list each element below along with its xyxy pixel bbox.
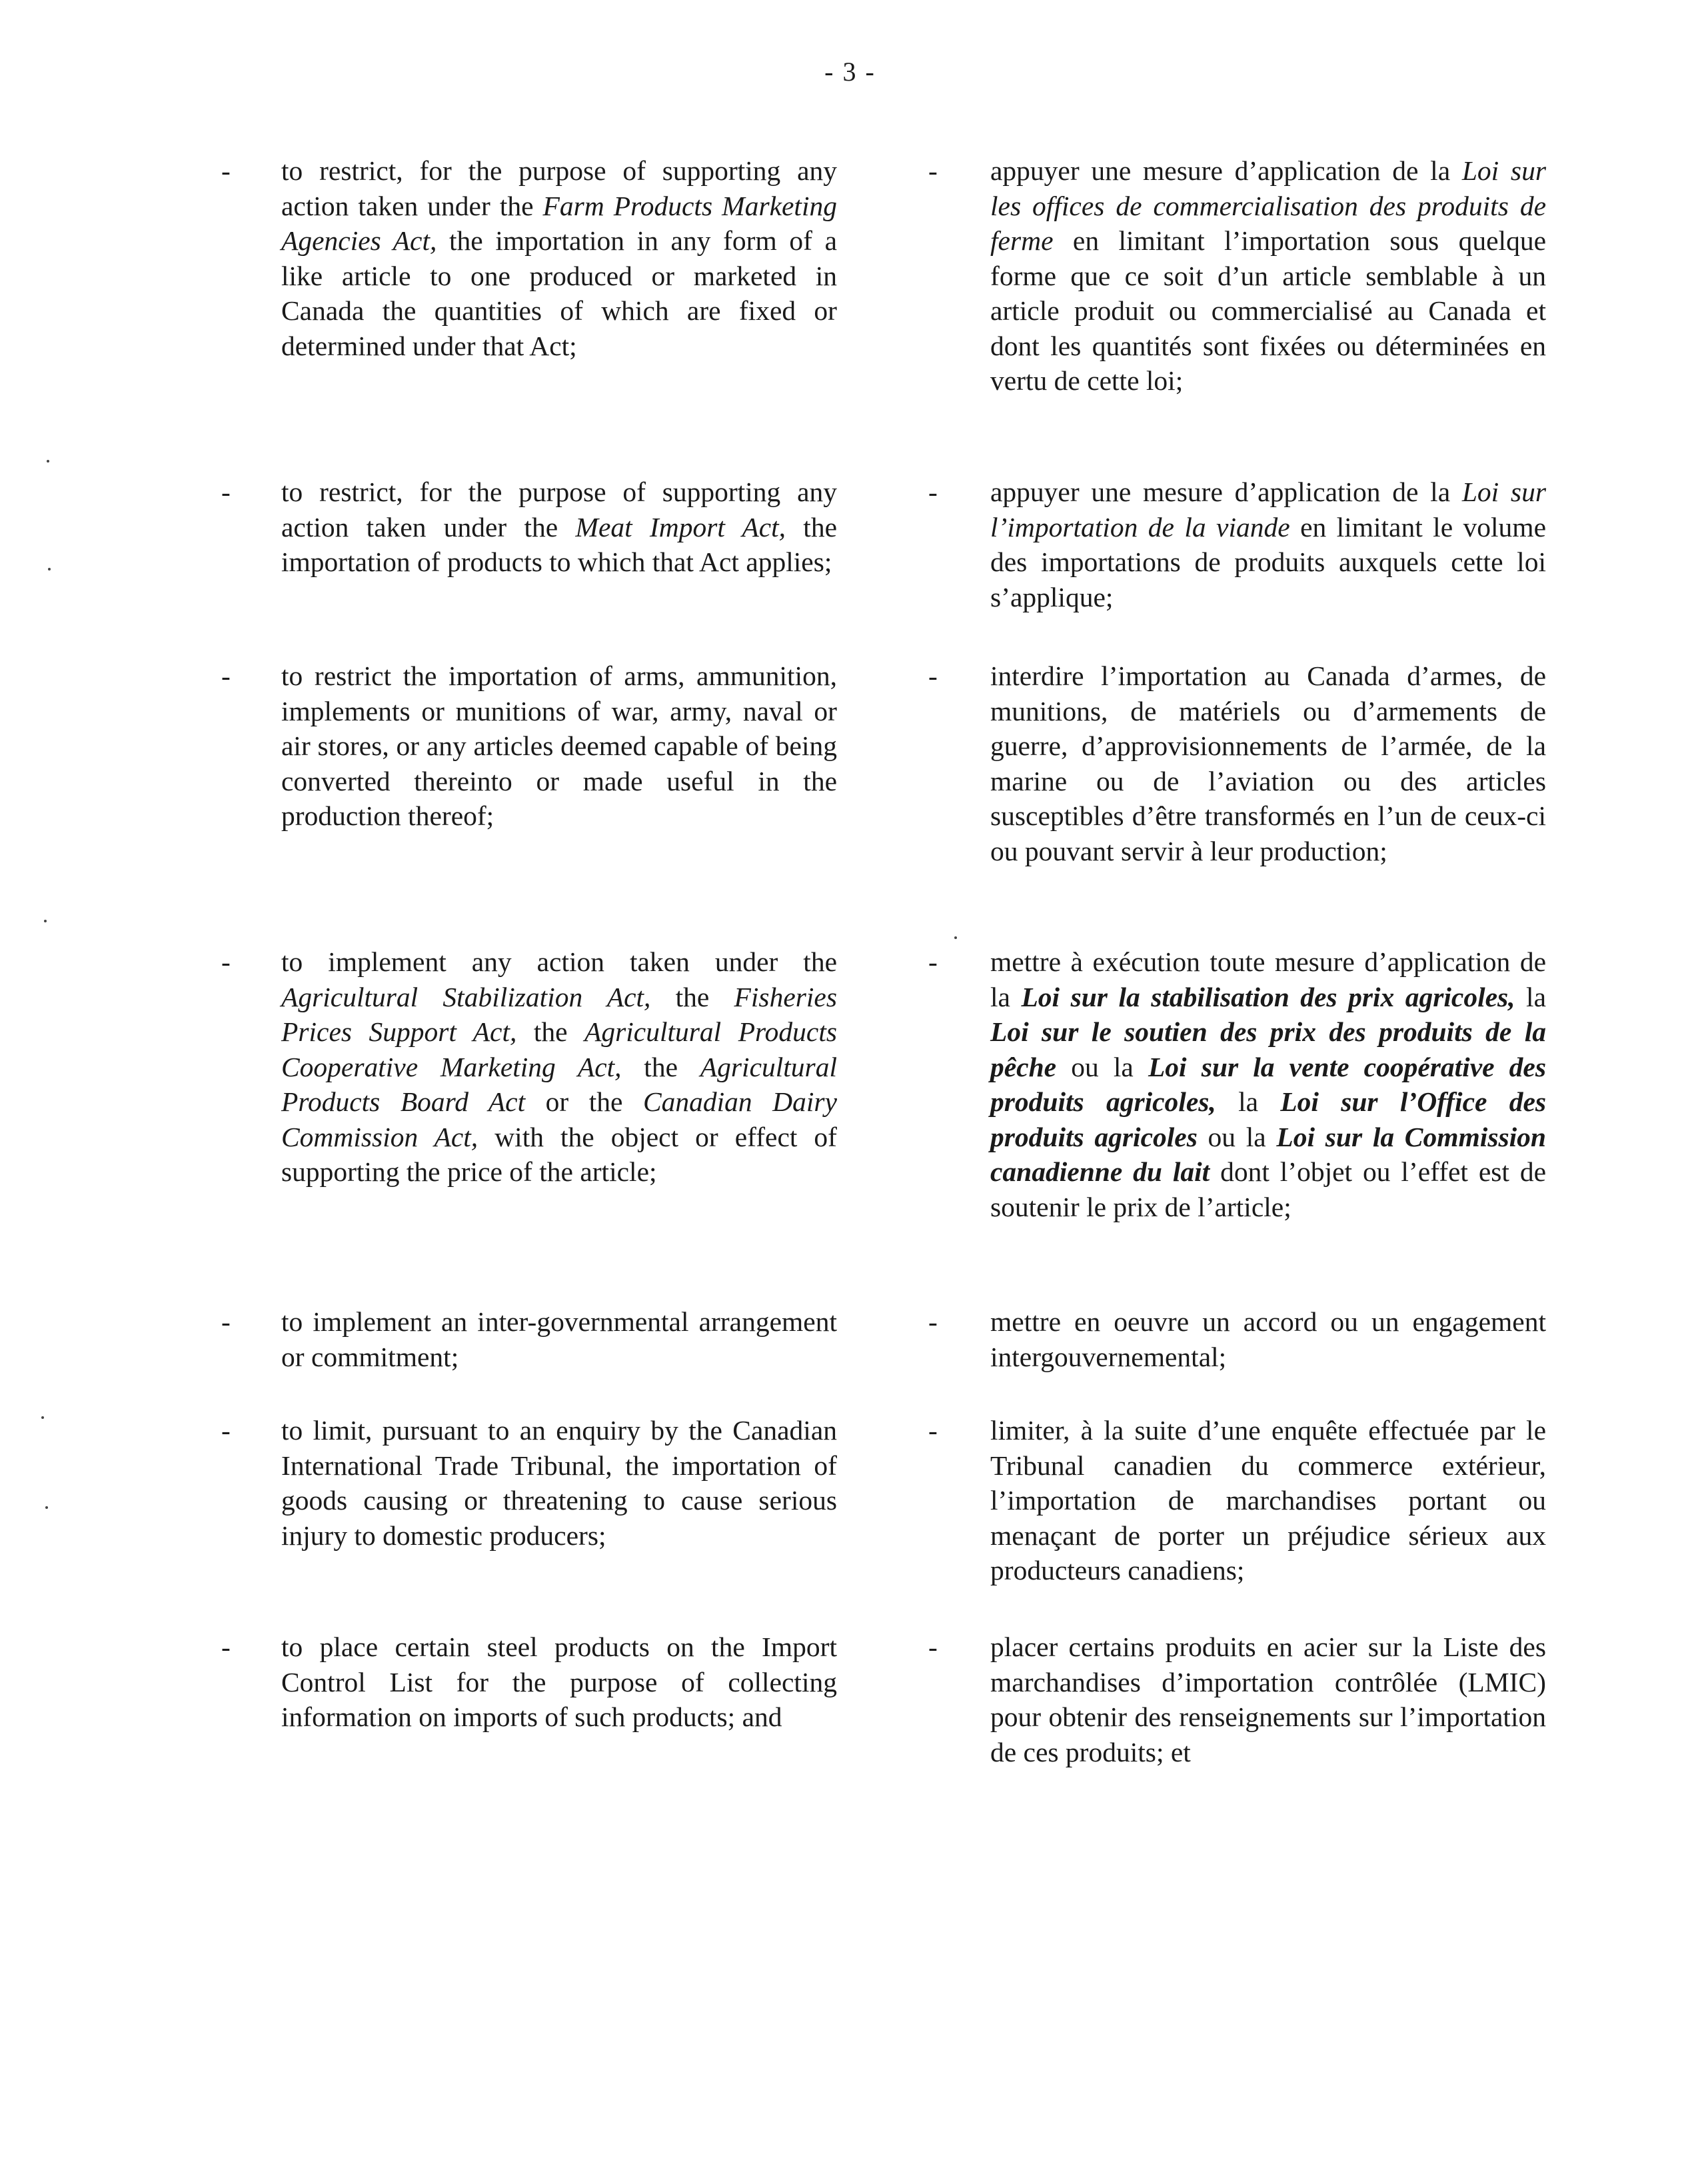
item-text: the bbox=[621, 1051, 700, 1082]
item-text: dont l’objet ou l’effet est de soutenir le prix de l’article; bbox=[990, 1156, 1546, 1222]
page-number: - 3 - bbox=[824, 57, 876, 87]
item-text: la bbox=[1216, 1086, 1281, 1117]
act-title: Farm Products Marketing Agencies Act, bbox=[281, 190, 837, 256]
item-text: the importation of products to which that Act applies; bbox=[281, 511, 837, 577]
item-text: to restrict the importation of arms, ammunition, implements or munitions of war, army, naval or air stores, or any articles deemed capable of being converted thereinto or made useful in the production thereof; bbox=[281, 660, 837, 831]
french-item bbox=[928, 1304, 1546, 1374]
scan-speck bbox=[47, 460, 49, 463]
item-text: mettre en oeuvre un accord ou un engagement intergouvernemental; bbox=[990, 1306, 1546, 1372]
act-title: Loi sur la stabilisation des prix agricoles, bbox=[1021, 981, 1515, 1012]
item-text: en limitant le volume des importations de produits auxquels cette loi s’applique; bbox=[990, 511, 1546, 612]
scan-speck bbox=[48, 568, 51, 570]
item-text: to implement an inter-governmental arrangement or commitment; bbox=[281, 1306, 837, 1372]
item-text: ou la bbox=[1197, 1121, 1277, 1152]
item-text: mettre à exécution toute mesure d’application de la bbox=[990, 946, 1546, 1012]
bullet-dash: - bbox=[221, 155, 231, 186]
item-text: the bbox=[516, 1016, 585, 1047]
act-title: Loi sur la vente coopérative des produits agricoles, bbox=[990, 1051, 1546, 1117]
item-text: to restrict, for the purpose of supporting any action taken under the bbox=[281, 477, 837, 543]
french-item bbox=[928, 1630, 1546, 1769]
scan-speck bbox=[44, 920, 47, 922]
bullet-dash: - bbox=[928, 155, 938, 186]
french-item bbox=[928, 1413, 1546, 1588]
bullet-dash: - bbox=[221, 1415, 231, 1446]
act-title: Meat Import Act, bbox=[575, 511, 786, 543]
bullet-dash: - bbox=[221, 1306, 231, 1337]
english-item bbox=[221, 475, 837, 580]
item-text: appuyer une mesure d’application de la bbox=[990, 477, 1462, 507]
item-text: or the bbox=[525, 1086, 643, 1117]
english-item bbox=[221, 658, 837, 834]
french-item bbox=[928, 475, 1546, 614]
act-title: Canadian Dairy Commission Act, bbox=[281, 1086, 837, 1152]
bullet-dash: - bbox=[928, 946, 938, 977]
act-title: Agricultural Products Board Act bbox=[281, 1051, 837, 1117]
french-item bbox=[928, 153, 1546, 399]
item-text: the importation in any form of a like article to one produced or marketed in Canada the quantities of which are fixed or determined under that Act; bbox=[281, 225, 838, 361]
act-title: Fisheries Prices Support Act, bbox=[281, 981, 837, 1047]
french-item bbox=[928, 658, 1546, 868]
bullet-dash: - bbox=[928, 1632, 938, 1662]
act-title: Agricultural Stabilization Act, bbox=[281, 981, 651, 1012]
item-text: to restrict, for the purpose of supporting any action taken under the bbox=[281, 155, 837, 221]
item-text: interdire l’importation au Canada d’armes, de munitions, de matériels ou d’armements de guerre, d’approvisionnements de l’armée, de la marine ou de l’aviation ou des articles susceptibles d’être transformés en l’un de ceux-ci ou pouvant servir à leur production; bbox=[990, 660, 1546, 866]
act-title: Loi sur l’importation de la viande bbox=[990, 477, 1546, 543]
bullet-dash: - bbox=[221, 946, 231, 977]
act-title: Agricultural Products Cooperative Marketing Act, bbox=[281, 1016, 837, 1082]
bullet-dash: - bbox=[928, 477, 938, 507]
english-item bbox=[221, 1413, 837, 1553]
item-text: with the object or effect of supporting the price of the article; bbox=[281, 1121, 838, 1187]
act-title: Loi sur l’Office des produits agricoles bbox=[990, 1086, 1547, 1152]
item-text: ou la bbox=[1056, 1051, 1148, 1082]
item-text: to implement any action taken under the bbox=[281, 946, 837, 977]
act-title: Loi sur les offices de commercialisation des produits de ferme bbox=[990, 155, 1546, 256]
scan-speck bbox=[954, 936, 957, 939]
item-text: placer certains produits en acier sur la Liste des marchandises d’importation contrôlée (LMIC) pour obtenir des renseignements sur l’importation de ces produits; et bbox=[990, 1632, 1546, 1767]
english-item bbox=[221, 944, 838, 1190]
bullet-dash: - bbox=[928, 1415, 938, 1446]
item-text: the bbox=[650, 981, 734, 1012]
english-item bbox=[221, 1304, 837, 1374]
scan-speck bbox=[45, 1506, 48, 1509]
english-item bbox=[221, 153, 838, 363]
bullet-dash: - bbox=[221, 660, 231, 691]
scan-speck bbox=[41, 1416, 44, 1419]
item-text: limiter, à la suite d’une enquête effectuée par le Tribunal canadien du commerce extérieur, l’importation de marchandises portant ou menaçant de porter un préjudice sérieux aux producteurs canadiens; bbox=[990, 1415, 1546, 1586]
act-title: Loi sur le soutien des prix des produits de la pêche bbox=[990, 1016, 1546, 1082]
bullet-dash: - bbox=[928, 1306, 938, 1337]
act-title: Loi sur la Commission canadienne du lait bbox=[990, 1121, 1546, 1187]
item-text: la bbox=[1515, 981, 1547, 1012]
item-text: to place certain steel products on the Import Control List for the purpose of collecting information on imports of such products; and bbox=[281, 1632, 837, 1732]
item-text: appuyer une mesure d’application de la bbox=[990, 155, 1462, 186]
english-item bbox=[221, 1630, 837, 1735]
item-text: to limit, pursuant to an enquiry by the Canadian International Trade Tribunal, the importation of goods causing or threatening to cause serious injury to domestic producers; bbox=[281, 1415, 837, 1551]
item-text: en limitant l’importation sous quelque forme que ce soit d’un article semblable à un article produit ou commercialisé au Canada et dont les quantités sont fixées ou déterminées en vertu de cette loi; bbox=[990, 225, 1546, 396]
bullet-dash: - bbox=[221, 1632, 231, 1662]
bullet-dash: - bbox=[221, 477, 231, 507]
french-item bbox=[928, 944, 1547, 1224]
bullet-dash: - bbox=[928, 660, 938, 691]
